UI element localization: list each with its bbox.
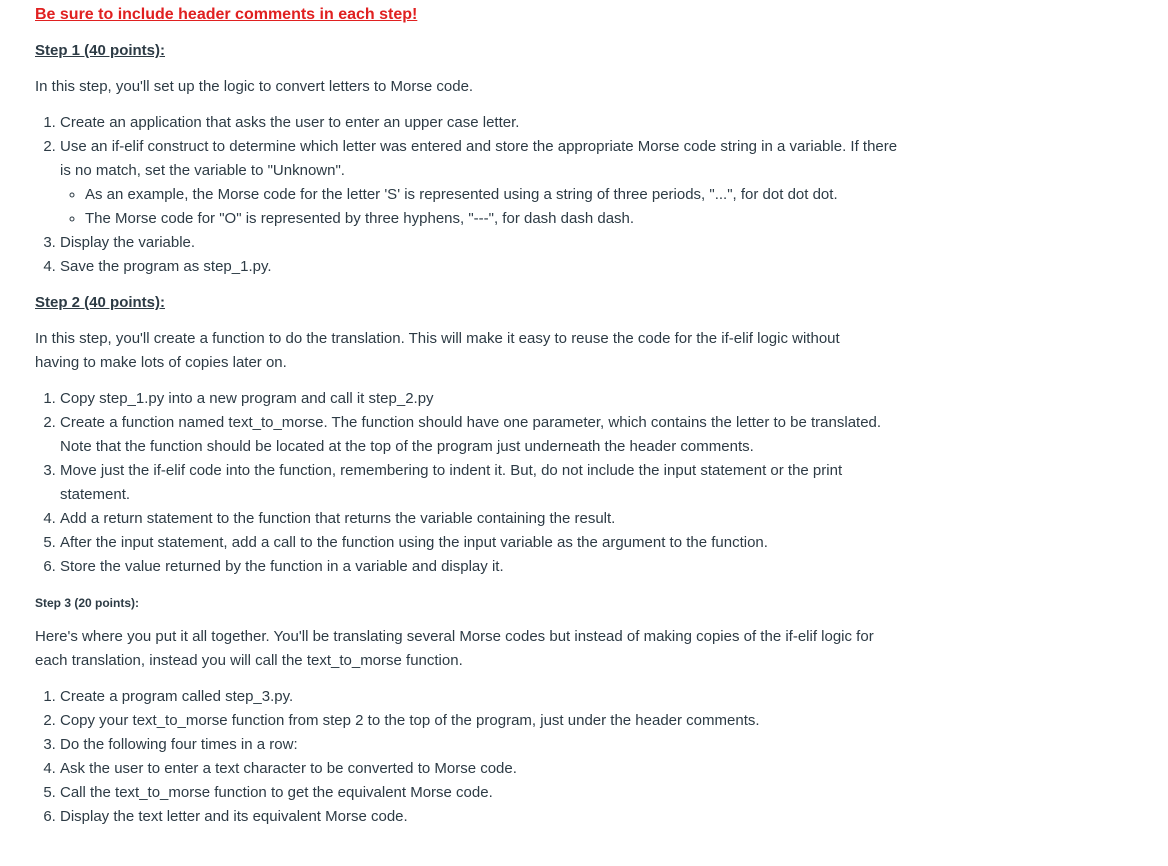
step-2-list (35, 387, 900, 579)
step-3-list (35, 685, 900, 829)
step-2-item-5: 5. After the input statement, add a call to the function using the input variable as the argument to the function. (60, 531, 900, 555)
step-1-item-3: 3. Display the variable. (60, 231, 900, 255)
step-3-item-5: 5. Call the text_to_morse function to get the equivalent Morse code. (60, 781, 900, 805)
step-2-intro: In this step, you'll create a function to do the translation. This will make it easy to reuse the code for the if-elif logic without having to make lots of copies later on. (35, 330, 840, 371)
step-3-item-2: 2. Copy your text_to_morse function from step 2 to the top of the program, just under the header comments. (60, 709, 900, 733)
step-3-item-3: 3. Do the following four times in a row: (60, 733, 900, 757)
step-1-item-1: 1. Create an application that asks the user to enter an upper case letter. (60, 111, 900, 135)
step-3-intro: Here's where you put it all together. You'll be translating several Morse codes but instead of making copies of the if-elif logic for each translation, instead you will call the text_to_morse function. (35, 628, 874, 669)
step-1-item-2-text: Use an if-elif construct to determine which letter was entered and store the appropriate Morse code string in a variable. If there is no match, set the variable to "Unknown". (60, 138, 898, 179)
step-2-item-6: 6. Store the value returned by the function in a variable and display it. (60, 555, 900, 579)
step-3-item-1: 1. Create a program called step_3.py. (60, 685, 900, 709)
step-1-intro: In this step, you'll set up the logic to convert letters to Morse code. (35, 78, 474, 95)
step-2-item-4: 4. Add a return statement to the function that returns the variable containing the result. (60, 507, 900, 531)
step-2-item-1: 1. Copy step_1.py into a new program and call it step_2.py (60, 387, 900, 411)
step-2-item-3: 3. Move just the if-elif code into the function, remembering to indent it. But, do not include the input statement or the print statement. (60, 459, 900, 507)
step-1-title: Step 1 (40 points): (35, 42, 166, 59)
step-3-title: Step 3 (20 points): (35, 596, 140, 610)
step-1-list (35, 111, 900, 279)
step-1-item-2 (60, 135, 900, 231)
step-3-item-4: 4. Ask the user to enter a text character to be converted to Morse code. (60, 757, 900, 781)
step-1-subitem-2: ◦ The Morse code for "O" is represented by three hyphens, "---", for dash dash dash. (85, 207, 900, 231)
step-2-title: Step 2 (40 points): (35, 294, 166, 311)
step-1-item-2-sublist (60, 183, 900, 231)
step-1-subitem-1: ◦ As an example, the Morse code for the letter 'S' is represented using a string of three periods, "...", for dot dot dot. (85, 183, 900, 207)
assignment-document (35, 3, 1145, 841)
step-2-item-2: 2. Create a function named text_to_morse. The function should have one parameter, which contains the letter to be translated. Note that the function should be located at the top of the program just underneath the header comments. (60, 411, 900, 459)
header-comments-warning: Be sure to include header comments in each step! (35, 6, 418, 23)
step-1-item-4: 4. Save the program as step_1.py. (60, 255, 900, 279)
step-3-item-6: 6. Display the text letter and its equivalent Morse code. (60, 805, 900, 829)
